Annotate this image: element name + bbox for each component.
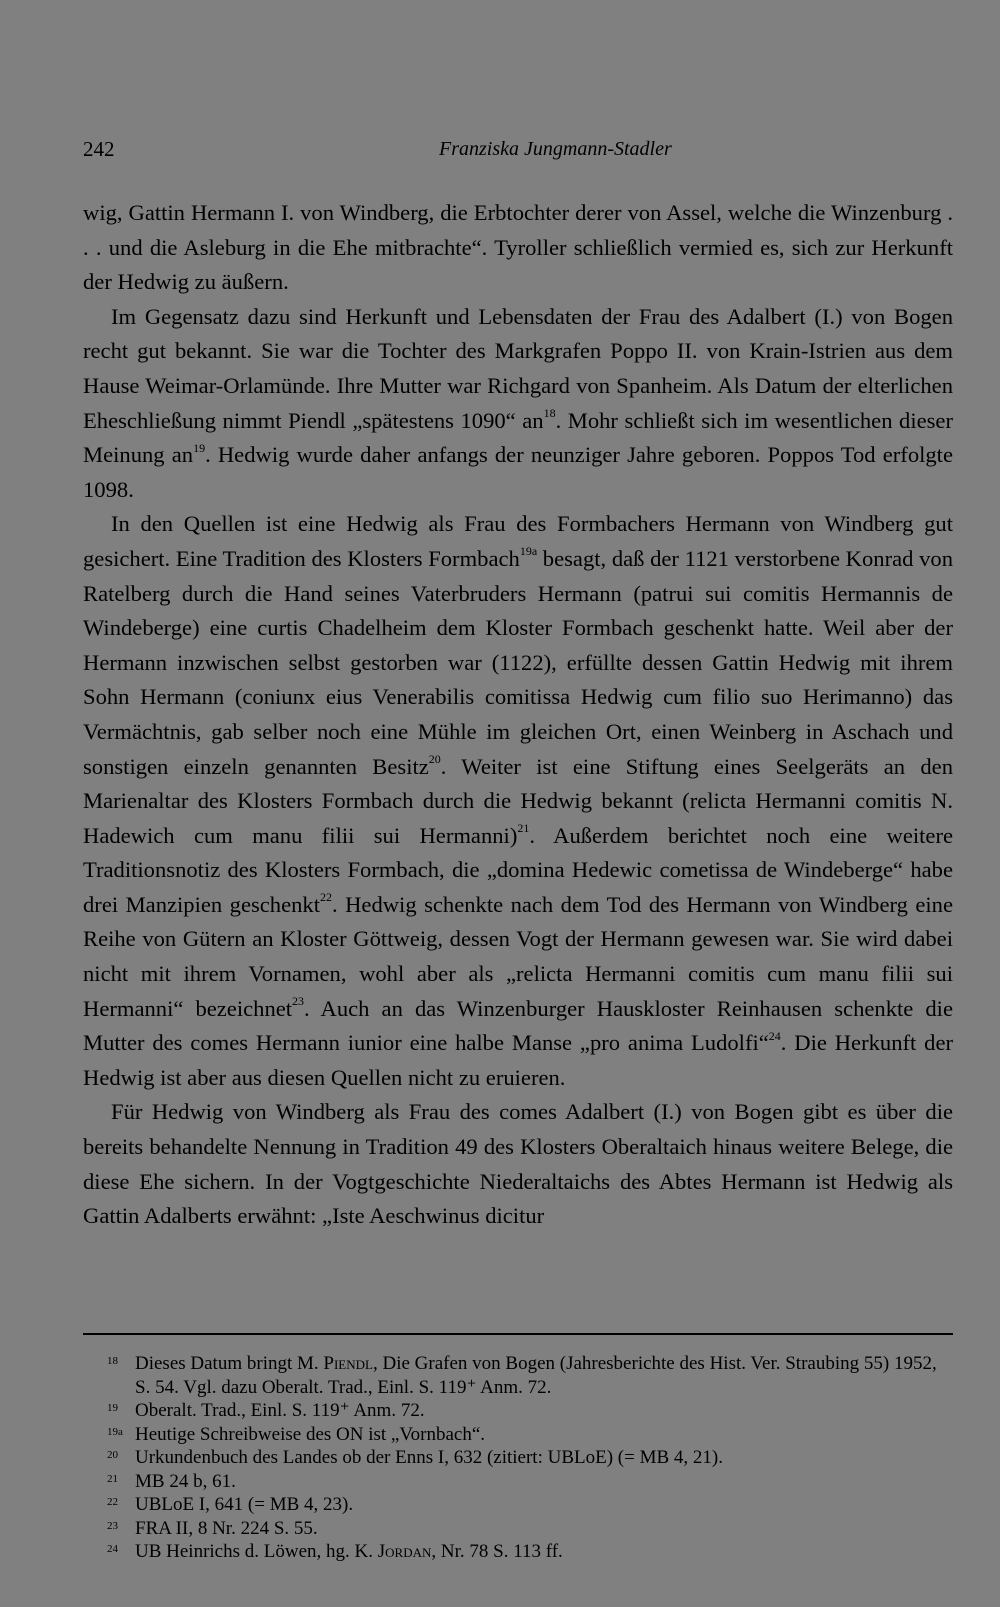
footnote-text bbox=[107, 1540, 953, 1564]
paragraph-3-text-b: besagt, daß der 1121 verstorbene Konrad von Ratelberg durch die Hand seines Vaterbruders Hermann (patrui sui comitis Hermannis de Windeberge) eine curtis Chadelheim dem Kloster Formbach geschenkt hatte. Weil aber der Hermann inzwischen selbst gestorben war (1122), erfüllte dessen Gattin Hedwig mit ihrem Sohn Hermann (coniunx eius Venerabilis comitissa Hedwig cum filio suo Herimanno) das Vermächtnis, gab selber noch eine Mühle im gleichen Ort, einen Weinberg in Aschach und sonstigen einzeln genannten Besitz bbox=[83, 545, 953, 779]
footnote-text-pre: Dieses Datum bringt M. bbox=[135, 1353, 324, 1374]
paragraph-2 bbox=[83, 300, 953, 508]
running-head bbox=[83, 134, 953, 164]
paragraph-2-text-a: Im Gegensatz dazu sind Herkunft und Lebensdaten der Frau des Adalbert (I.) von Bogen recht gut bekannt. Sie war die Tochter des Markgrafen Poppo II. von Krain-Istrien aus dem Hause Weimar-Orlamünde. Ihre Mutter war Richgard von Spanheim. Als Datum der elterlichen Eheschließung nimmt Piendl „spätestens 1090“ an bbox=[83, 303, 953, 433]
paragraph-1-text: wig, Gattin Hermann I. von Windberg, die Erbtochter derer von Assel, welche die Winzenburg . . . und die Asleburg in die Ehe mitbrachte“. Tyroller schließlich vermied es, sich zur Herkunft der Hedwig zu äußern. bbox=[83, 200, 953, 295]
footnote-number: 19a bbox=[107, 1425, 123, 1438]
footnote-ref-20[interactable]: 20 bbox=[428, 751, 441, 766]
footnote-text-post: , Die Grafen von Bogen (Jahresberichte des Hist. Ver. Straubing 55) 1952, S. 54. Vgl. dazu Oberalt. Trad., Einl. S. 119⁺ Anm. 72. bbox=[135, 1353, 937, 1398]
paragraph-3-text-e: . Hedwig schenkte nach dem Tod des Hermann von Windberg eine Reihe von Gütern an Kloster Göttweig, dessen Vogt der Hermann gewesen war. Sie wird dabei nicht mit ihrem Vornamen, wohl aber als „relicta Hermanni comitis cum manu filii sui Hermanni“ bezeichnet bbox=[83, 891, 953, 1021]
paragraph-4 bbox=[83, 1095, 953, 1233]
footnote-number: 22 bbox=[107, 1496, 118, 1508]
footnote-text-pre: UB Heinrichs d. Löwen, hg. K. bbox=[135, 1541, 378, 1562]
paragraph-3-text-g: . Die Herkunft der Hedwig ist aber aus diesen Quellen nicht zu eruieren. bbox=[83, 1030, 954, 1090]
footnote-number: 21 bbox=[107, 1472, 118, 1485]
paragraph-1 bbox=[83, 196, 953, 300]
footnote-23 bbox=[83, 1517, 953, 1541]
footnote-number: 18 bbox=[107, 1355, 118, 1367]
footnote-number: 23 bbox=[107, 1519, 118, 1532]
footnote-20 bbox=[83, 1446, 953, 1470]
paragraph-3-text-d: . Außerdem berichtet noch eine weitere Traditionsnotiz des Klosters Formbach, die „domina Hedewic cometissa de Windeberge“ habe drei Manzipien geschenkt bbox=[83, 822, 953, 917]
footnote-author: Jordan bbox=[377, 1541, 432, 1562]
footnote-number: 19 bbox=[107, 1402, 118, 1414]
footnote-19a bbox=[83, 1423, 953, 1447]
paragraph-3 bbox=[83, 507, 953, 1095]
footnote-21 bbox=[83, 1470, 953, 1494]
paragraph-2-text-b: . Mohr schließt sich im wesentlichen dieser Meinung an bbox=[83, 407, 953, 468]
footnote-text bbox=[107, 1352, 953, 1399]
footnote-ref-19a[interactable]: 19a bbox=[519, 544, 538, 559]
footnote-ref-21[interactable]: 21 bbox=[517, 821, 530, 836]
footnote-ref-23[interactable]: 23 bbox=[292, 994, 305, 1009]
footnote-author: Piendl bbox=[323, 1353, 373, 1374]
footnote-ref-24[interactable]: 24 bbox=[768, 1028, 781, 1043]
footnote-text-post: , Nr. 78 S. 113 ff. bbox=[431, 1541, 563, 1562]
footnote-19 bbox=[83, 1399, 953, 1423]
footnote-text: FRA II, 8 Nr. 224 S. 55. bbox=[135, 1517, 318, 1539]
footnote-22 bbox=[83, 1493, 953, 1517]
paragraph-2-text-c: . Hedwig wurde daher anfangs der neunziger Jahre geboren. Poppos Tod erfolgte 1098. bbox=[83, 442, 953, 502]
footnote-ref-19[interactable]: 19 bbox=[193, 440, 206, 455]
page-number: 242 bbox=[83, 137, 115, 161]
paragraph-3-text-a: In den Quellen ist eine Hedwig als Frau des Formbachers Hermann von Windberg gut gesichert. Eine Tradition des Klosters Formbach bbox=[83, 511, 953, 571]
footnote-text: Heutige Schreibweise des ON ist „Vornbach“. bbox=[135, 1423, 485, 1445]
paragraph-3-text-c: . Weiter ist eine Stiftung eines Seelgeräts an den Marienaltar des Klosters Formbach durch die Hedwig bekannt (relicta Hermanni comitis N. Hadewich cum manu filii sui Hermanni) bbox=[83, 753, 953, 848]
footnote-ref-18[interactable]: 18 bbox=[543, 406, 556, 421]
footnote-number: 20 bbox=[107, 1449, 118, 1461]
footnote-rule bbox=[83, 1333, 953, 1335]
footnote-text: Oberalt. Trad., Einl. S. 119⁺ Anm. 72. bbox=[135, 1400, 425, 1421]
body-text bbox=[83, 196, 953, 1234]
paragraph-4-text: Für Hedwig von Windberg als Frau des comes Adalbert (I.) von Bogen gibt es über die bereits behandelte Nennung in Tradition 49 des Klosters Oberaltaich hinaus weitere Belege, die diese Ehe sichern. In der Vogtgeschichte Niederaltaichs des Abtes Hermann ist Hedwig als Gattin Adalberts erwähnt: „Iste Aeschwinus dicitur bbox=[83, 1099, 953, 1229]
footnote-text: UBLoE I, 641 (= MB 4, 23). bbox=[135, 1494, 354, 1515]
footnote-number: 24 bbox=[107, 1543, 118, 1555]
footnote-18 bbox=[83, 1352, 953, 1399]
paragraph-3-text-f: . Auch an das Winzenburger Hauskloster Reinhausen schenkte die Mutter des comes Hermann iunior eine halbe Manse „pro anima Ludolfi“ bbox=[83, 995, 953, 1056]
footnote-text: Urkundenbuch des Landes ob der Enns I, 632 (zitiert: UBLoE) (= MB 4, 21). bbox=[135, 1447, 723, 1468]
running-title: Franziska Jungmann-Stadler bbox=[439, 138, 672, 160]
footnote-ref-22[interactable]: 22 bbox=[320, 890, 332, 905]
footnote-text: MB 24 b, 61. bbox=[135, 1470, 236, 1492]
footnote-24 bbox=[83, 1540, 953, 1564]
footnotes bbox=[83, 1352, 953, 1564]
